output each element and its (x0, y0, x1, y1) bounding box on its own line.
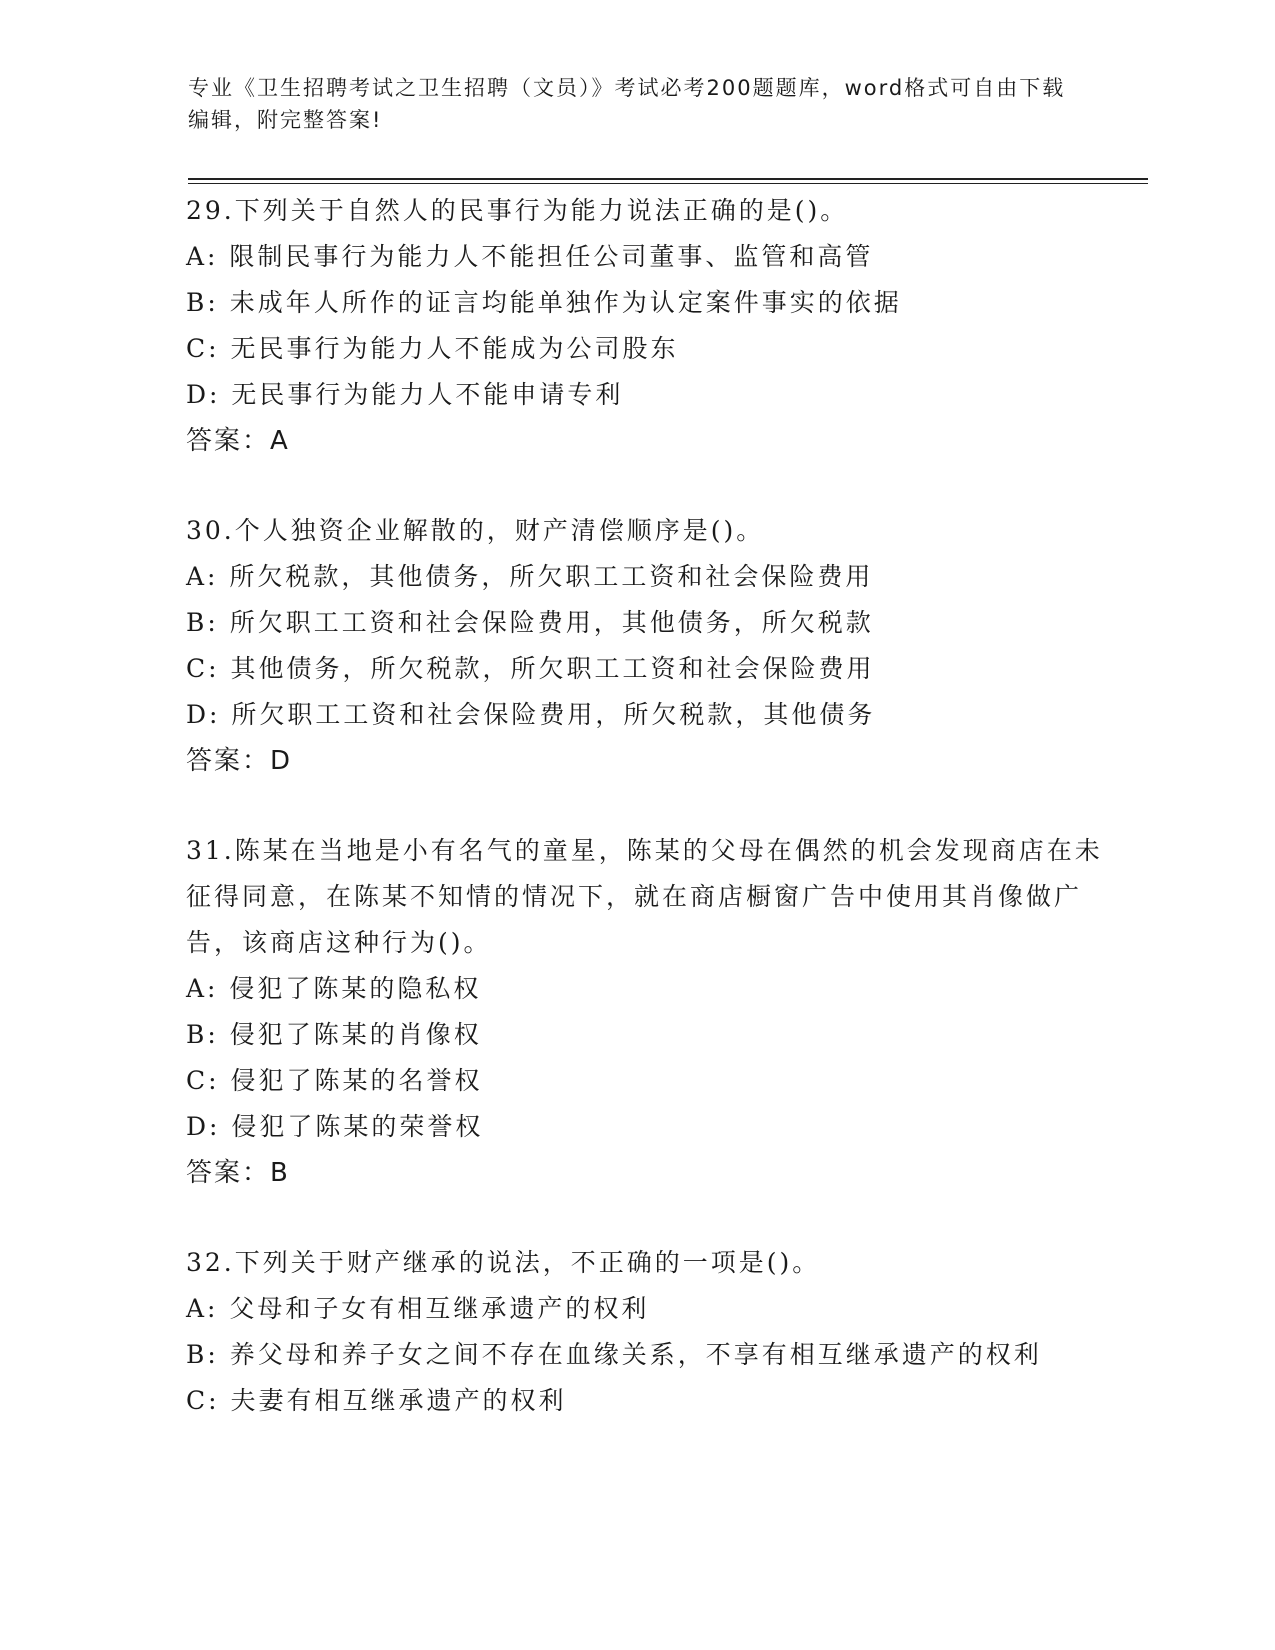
option-b: B: 养父母和养子女之间不存在血缘关系，不享有相互继承遗产的权利 (186, 1340, 1042, 1369)
question-30 (186, 508, 1126, 784)
option-c: C: 无民事行为能力人不能成为公司股东 (186, 334, 679, 363)
option-b: B: 未成年人所作的证言均能单独作为认定案件事实的依据 (186, 288, 902, 317)
option-a: A: 限制民事行为能力人不能担任公司董事、监管和高管 (186, 242, 874, 271)
answer-label: 答案：B (186, 1158, 290, 1188)
option-a: A: 侵犯了陈某的隐私权 (186, 974, 482, 1003)
question-stem: 29.下列关于自然人的民事行为能力说法正确的是()。 (186, 196, 849, 225)
header-divider (188, 178, 1148, 180)
option-c: C: 其他债务，所欠税款，所欠职工工资和社会保险费用 (186, 654, 875, 683)
question-stem: 30.个人独资企业解散的，财产清偿顺序是()。 (186, 516, 765, 545)
question-stem: 32.下列关于财产继承的说法，不正确的一项是()。 (186, 1248, 821, 1277)
option-c: C: 侵犯了陈某的名誉权 (186, 1066, 483, 1095)
question-list (186, 188, 1126, 1468)
option-d: D: 无民事行为能力人不能申请专利 (186, 380, 624, 409)
header-divider-thin (188, 183, 1148, 184)
option-c: C: 夫妻有相互继承遗产的权利 (186, 1386, 567, 1415)
question-31 (186, 828, 1126, 1196)
option-a: A: 父母和子女有相互继承遗产的权利 (186, 1294, 650, 1323)
document-header: 专业《卫生招聘考试之卫生招聘（文员）》考试必考200题题库，word格式可自由下载编辑，附完整答案! (188, 76, 1066, 132)
question-29 (186, 188, 1126, 464)
option-d: D: 所欠职工工资和社会保险费用，所欠税款，其他债务 (186, 700, 876, 729)
question-32 (186, 1240, 1126, 1424)
answer-label: 答案：A (186, 426, 290, 456)
option-b: B: 所欠职工工资和社会保险费用，其他债务，所欠税款 (186, 608, 874, 637)
option-a: A: 所欠税款，其他债务，所欠职工工资和社会保险费用 (186, 562, 874, 591)
question-stem: 31.陈某在当地是小有名气的童星，陈某的父母在偶然的机会发现商店在未征得同意，在陈某不知情的情况下，就在商店橱窗广告中使用其肖像做广告，该商店这种行为()。 (186, 836, 1103, 957)
option-b: B: 侵犯了陈某的肖像权 (186, 1020, 482, 1049)
answer-label: 答案：D (186, 746, 293, 776)
option-d: D: 侵犯了陈某的荣誉权 (186, 1112, 484, 1141)
